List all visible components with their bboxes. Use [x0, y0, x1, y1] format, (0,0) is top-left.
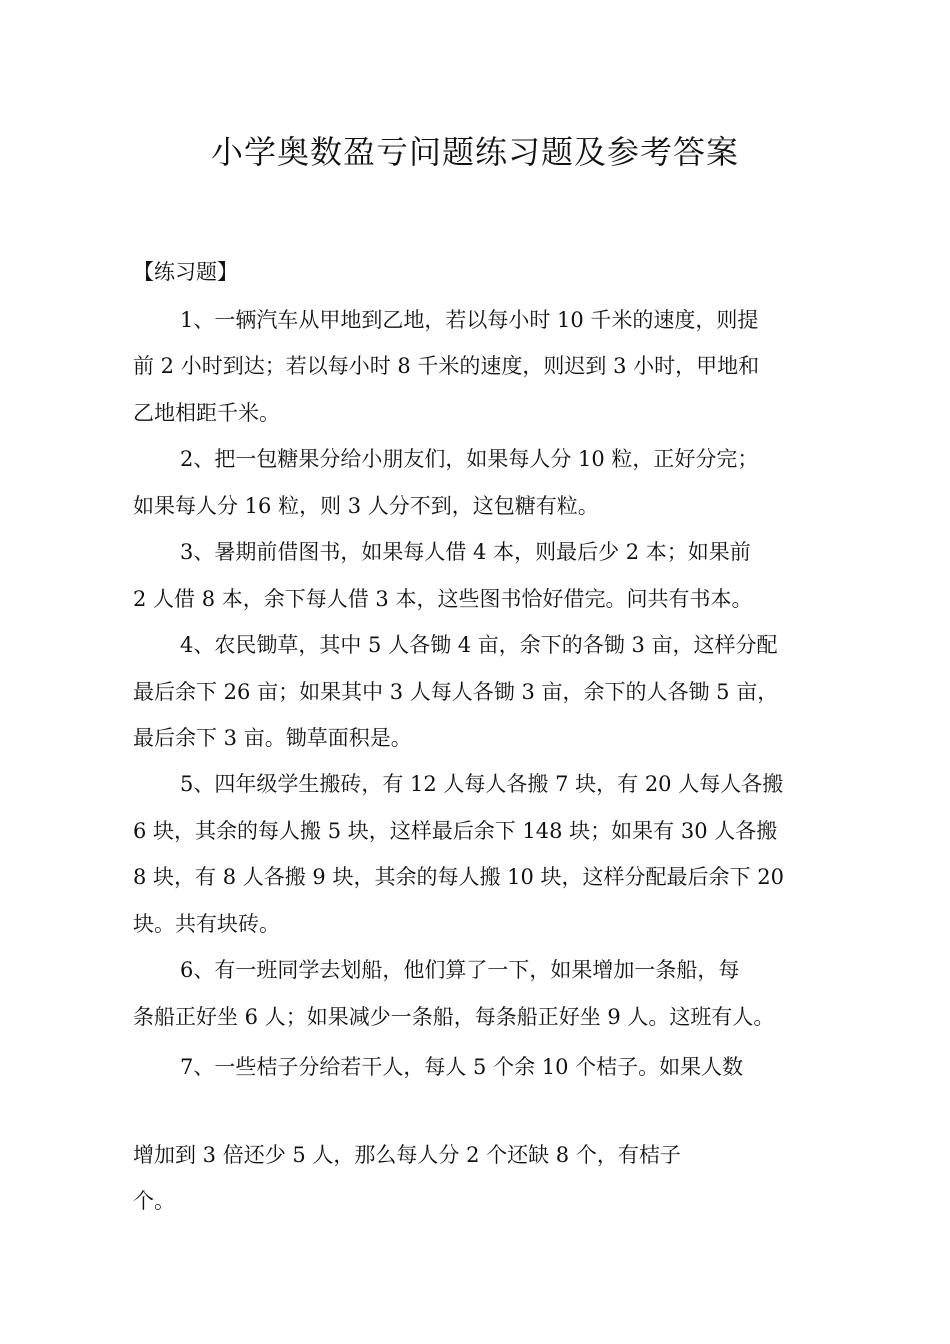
- text-line: 2 人借 8 本，余下每人借 3 本，这些图书恰好借完。问共有书本。: [133, 587, 753, 611]
- text-line: 7、一些桔子分给若干人，每人 5 个余 10 个桔子。如果人数: [180, 1055, 744, 1079]
- text-line: 增加到 3 倍还少 5 人，那么每人分 2 个还缺 8 个，有桔子: [133, 1143, 681, 1167]
- text-line: 块。共有块砖。: [133, 912, 280, 936]
- text-line: 最后余下 3 亩。锄草面积是。: [133, 726, 412, 750]
- text-line: 个。: [133, 1189, 175, 1213]
- text-line: 最后余下 26 亩；如果其中 3 人每人各锄 3 亩，余下的人各锄 5 亩，: [133, 680, 779, 704]
- text-line: 6、有一班同学去划船，他们算了一下，如果增加一条船，每: [180, 958, 740, 982]
- text-line: 乙地相距千米。: [133, 401, 280, 425]
- section-heading: 【练习题】: [133, 260, 238, 284]
- text-line: 1、一辆汽车从甲地到乙地，若以每小时 10 千米的速度，则提: [180, 308, 759, 332]
- text-line: 条船正好坐 6 人；如果减少一条船，每条船正好坐 9 人。这班有人。: [133, 1005, 775, 1029]
- page-title: 小学奥数盈亏问题练习题及参考答案: [210, 133, 739, 171]
- text-line: 4、农民锄草，其中 5 人各锄 4 亩，余下的各锄 3 亩，这样分配: [180, 633, 778, 657]
- text-line: 3、暑期前借图书，如果每人借 4 本，则最后少 2 本；如果前: [180, 540, 751, 564]
- text-line: 前 2 小时到达；若以每小时 8 千米的速度，则迟到 3 小时，甲地和: [133, 354, 760, 378]
- text-line: 2、把一包糖果分给小朋友们，如果每人分 10 粒，正好分完；: [180, 447, 759, 471]
- text-line: 如果每人分 16 粒，则 3 人分不到，这包糖有粒。: [133, 494, 599, 518]
- text-line: 8 块，有 8 人各搬 9 块，其余的每人搬 10 块，这样分配最后余下 20: [133, 865, 784, 889]
- text-line: 6 块，其余的每人搬 5 块，这样最后余下 148 块；如果有 30 人各搬: [133, 819, 778, 843]
- text-line: 5、四年级学生搬砖，有 12 人每人各搬 7 块，有 20 人每人各搬: [180, 772, 784, 796]
